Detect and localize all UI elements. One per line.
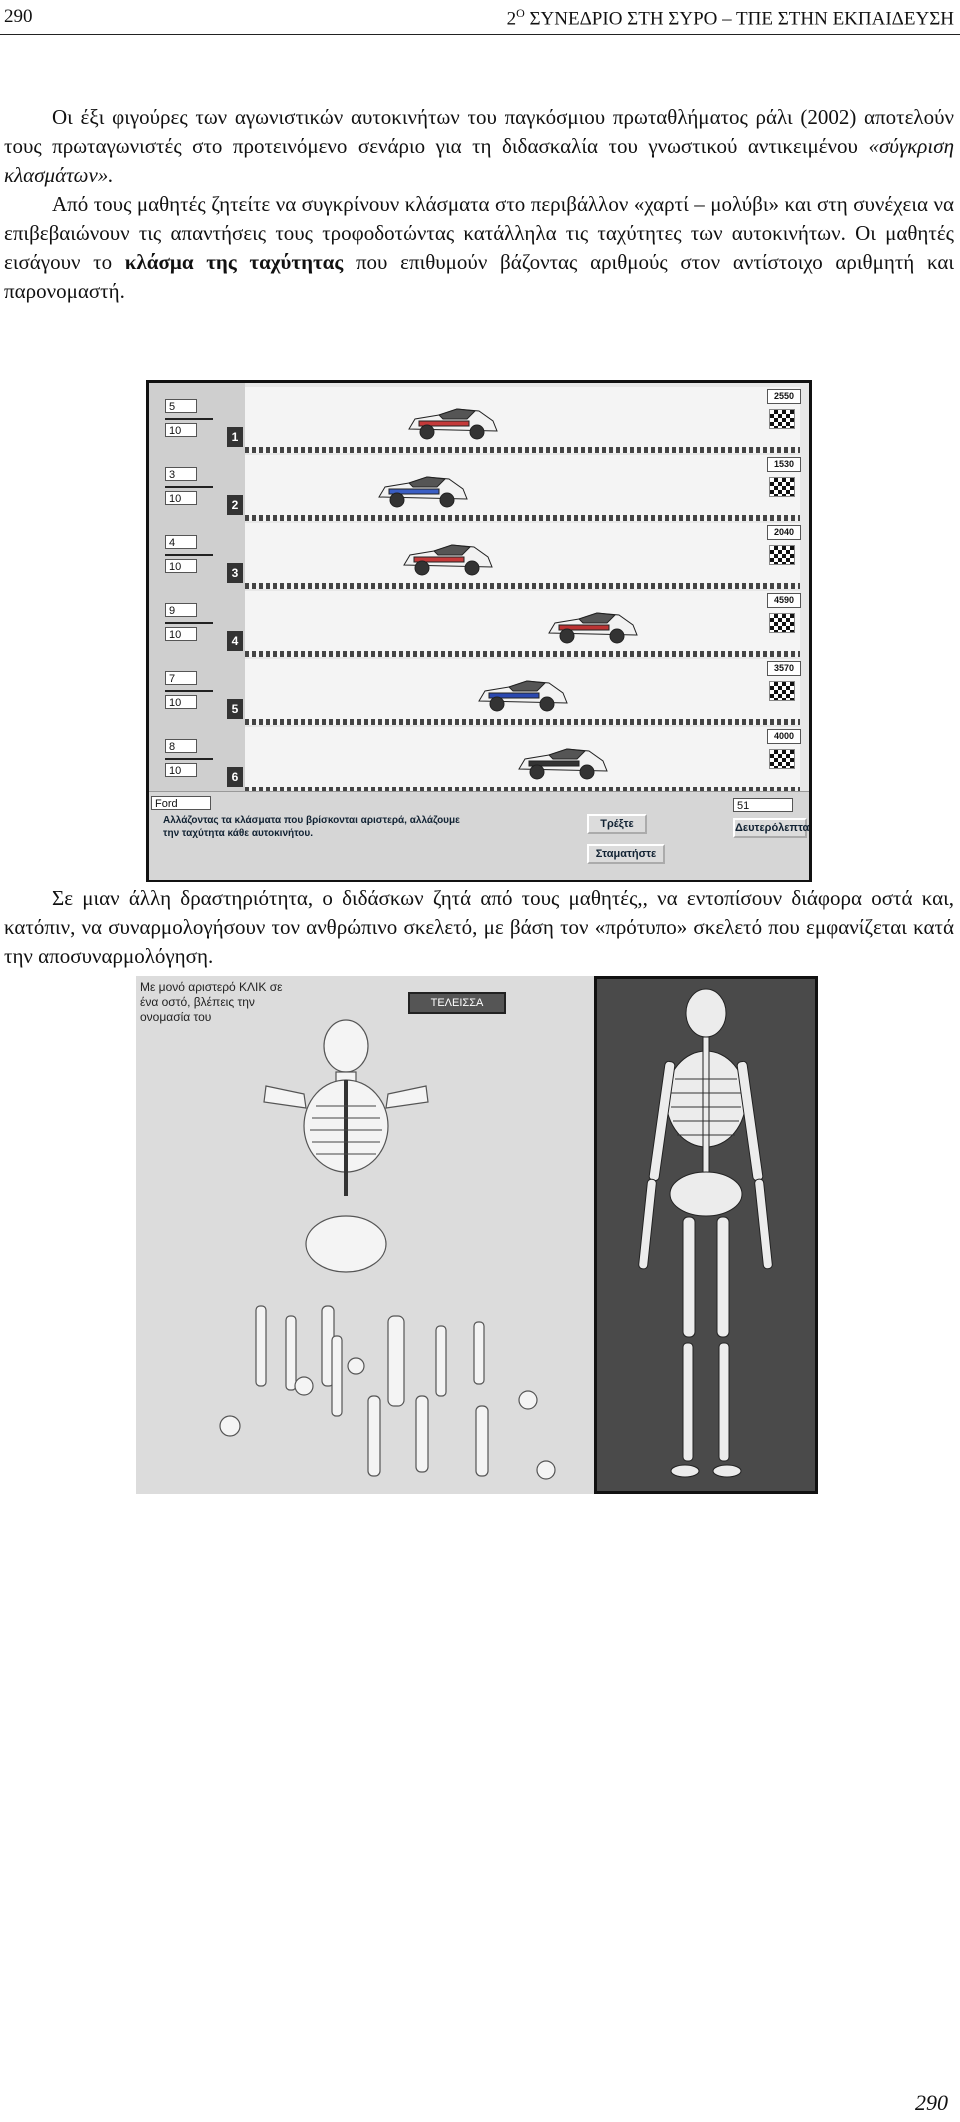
conference-number: 2 (506, 8, 517, 30)
distance-label: 4590 (767, 593, 801, 608)
race-instruction: Αλλάζοντας τα κλάσματα που βρίσκονται αριστερά, αλλάζουμε την ταχύτητα κάθε αυτοκινήτου. (163, 815, 460, 839)
lane-number: 4 (227, 631, 243, 651)
race-lane (245, 591, 800, 657)
text-block-2 (4, 884, 954, 971)
fraction-bar (165, 486, 213, 488)
rally-car-icon (375, 475, 471, 514)
race-lane (245, 523, 800, 589)
finish-flag-icon (769, 613, 795, 633)
denominator-input[interactable]: 10 (165, 423, 197, 437)
reference-skeleton (597, 979, 815, 1491)
lane-number: 5 (227, 699, 243, 719)
denominator-input[interactable]: 10 (165, 627, 197, 641)
finish-flag-icon (769, 749, 795, 769)
paragraph-3: Σε μιαν άλλη δραστηριότητα, ο διδάσκων ζητά από τους μαθητές,, να εντοπίσουν διάφορα οστά και, κατόπιν, να συναρμολογήσουν τον ανθρώπινο σκελετό, με βάση τον «πρότυπο» σκελετό που εμφανίζεται κατά την αποσυναρμολόγηση. (4, 886, 954, 968)
paragraph-2 (4, 190, 954, 306)
distance-label: 2550 (767, 389, 801, 404)
paragraph-1-italic: «σύγκριση κλασμάτων». (4, 134, 954, 187)
conference-ordinal: Ο (516, 6, 525, 20)
numerator-input[interactable]: 9 (165, 603, 197, 617)
rally-game-screenshot (146, 380, 812, 882)
rally-car-icon (545, 611, 641, 650)
page-header (0, 0, 960, 35)
paragraph-2-tail: που επιθυμούν βάζοντας αριθμούς στον αντίστοιχο αριθμητή και παρονομαστή. (4, 250, 955, 303)
stop-button[interactable]: Σταματήστε (587, 844, 665, 864)
seconds-input[interactable]: 51 (733, 798, 793, 812)
seconds-button[interactable]: Δευτερόλεπτα (733, 818, 807, 838)
paragraph-2-bold: κλάσμα της ταχύτητας (124, 250, 344, 274)
team-field[interactable]: Ford (151, 796, 211, 810)
reference-skeleton-panel (594, 976, 818, 1494)
text-block-1 (4, 103, 954, 306)
header-page-number: 290 (4, 6, 33, 27)
distance-label: 4000 (767, 729, 801, 744)
race-lane (245, 387, 800, 453)
lane-number: 6 (227, 767, 243, 787)
denominator-input[interactable]: 10 (165, 491, 197, 505)
numerator-input[interactable]: 8 (165, 739, 197, 753)
skeleton-game-screenshot (136, 976, 818, 1494)
paragraph-2-text: Από τους μαθητές ζητείτε να συγκρίνουν κλάσματα στο περιβάλλον «χαρτί – μολύβι» και στη συνέχεια να επιβεβαιώνουν τις απαντήσεις τους τροφοδοτώντας κατάλληλα τις ταχύτητες των αυτοκινήτων. Οι μαθητές εισάγουν το (4, 192, 954, 274)
lane-number: 2 (227, 495, 243, 515)
finish-flag-icon (769, 545, 795, 565)
disassembled-skeleton (136, 976, 594, 1494)
rally-car-icon (515, 747, 611, 786)
fraction-bar (165, 690, 213, 692)
distance-label: 1530 (767, 457, 801, 472)
lane-divider (245, 583, 800, 589)
rally-car-icon (405, 407, 501, 446)
lane-divider (245, 651, 800, 657)
rally-car-icon (400, 543, 496, 582)
fraction-bar (165, 554, 213, 556)
skeleton-instruction: Με μονό αριστερό ΚΛΙΚ σε ένα οστό, βλέπεις την ονομασία του (140, 980, 283, 1024)
conference-name: ΣΥΝΕΔΡΙΟ ΣΤΗ ΣΥΡΟ – ΤΠΕ ΣΤΗΝ ΕΚΠΑΙΔΕΥΣΗ (524, 8, 954, 30)
rally-car-icon (475, 679, 571, 718)
numerator-input[interactable]: 3 (165, 467, 197, 481)
numerator-input[interactable]: 7 (165, 671, 197, 685)
lane-number: 1 (227, 427, 243, 447)
paragraph-1 (4, 103, 954, 190)
done-button[interactable]: ΤΕΛΕΙΣΣΑ (408, 992, 506, 1014)
run-button[interactable]: Τρέξτε (587, 814, 647, 834)
finish-flag-icon (769, 681, 795, 701)
footer-page-number: 290 (915, 2090, 948, 2115)
denominator-input[interactable]: 10 (165, 559, 197, 573)
fraction-bar (165, 418, 213, 420)
distance-label: 2040 (767, 525, 801, 540)
lane-divider (245, 515, 800, 521)
denominator-input[interactable]: 10 (165, 763, 197, 777)
finish-flag-icon (769, 477, 795, 497)
numerator-input[interactable]: 5 (165, 399, 197, 413)
denominator-input[interactable]: 10 (165, 695, 197, 709)
finish-flag-icon (769, 409, 795, 429)
fraction-bar (165, 622, 213, 624)
numerator-input[interactable]: 4 (165, 535, 197, 549)
race-controls (149, 791, 809, 880)
fraction-bar (165, 758, 213, 760)
paragraph-1-text: Οι έξι φιγούρες των αγωνιστικών αυτοκινήτων του παγκόσμιου πρωταθλήματος ράλι (2002) αποτελούν τους πρωταγωνιστές στο προτεινόμενο σενάριο για τη διδασκαλία του γνωστικού αντικειμένου (4, 105, 954, 158)
conference-title (507, 6, 954, 30)
lane-divider (245, 719, 800, 725)
distance-label: 3570 (767, 661, 801, 676)
race-lane (245, 455, 800, 521)
lane-number: 3 (227, 563, 243, 583)
lane-divider (245, 447, 800, 453)
